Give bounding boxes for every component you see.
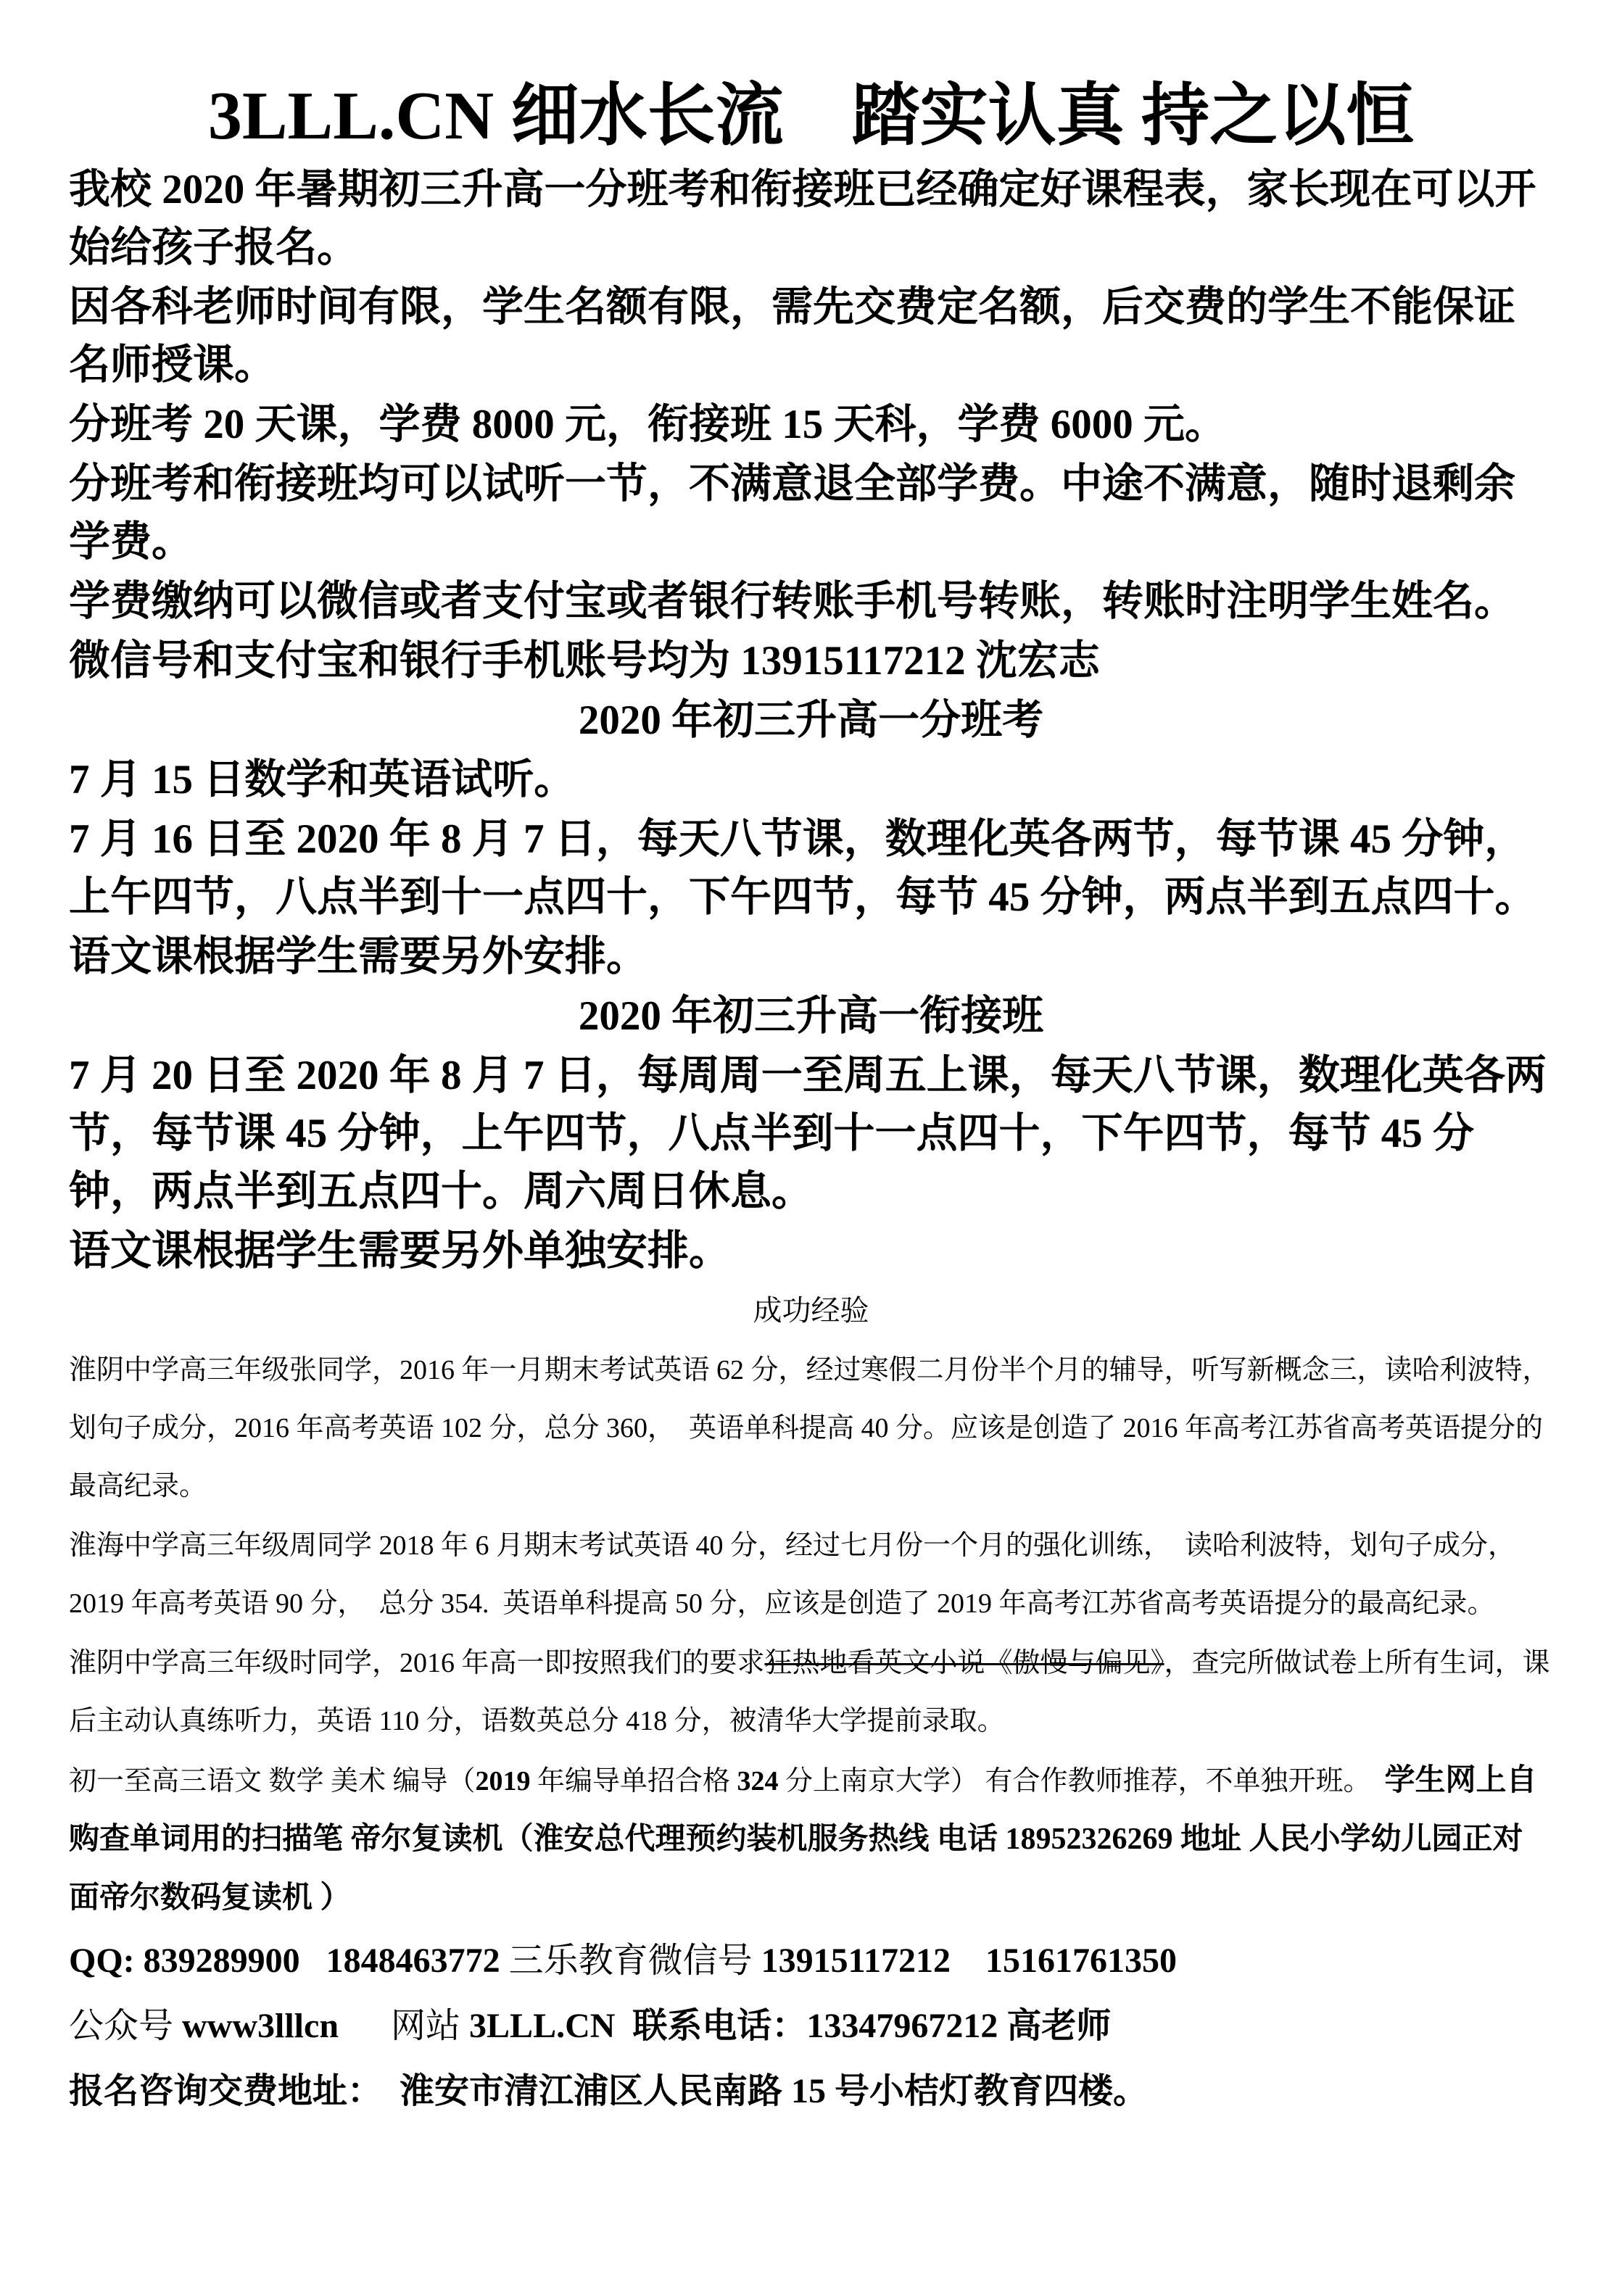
qq-numbers: QQ: 839289900 1848463772 — [69, 1941, 500, 1980]
testimonial-zhou: 淮海中学高三年级周同学 2018 年 6 月期末考试英语 40 分，经过七月份一个月的强化训练， 读哈利波特，划句子成分，2019 年高考英语 90 分， 总分 354. 英语单科提高 50 分，应该是创造了 2019 年高考江苏省高考英语提分的最高纪录。 — [69, 1530, 1516, 1619]
placement-paragraph-trial: 7 月 15 日数学和英语试听。 — [69, 756, 576, 803]
intro-paragraph-account: 微信号和支付宝和银行手机账号均为 13915117212 沈宏志 — [69, 637, 1100, 684]
courses-scanner-pen-note: 学生网上自购查单词用的扫描笔 帝尔复读机（淮安总代理预约装机服务热线 电话 18952326269 地址 人民小学幼儿园正对面帝尔数码复读机 ） — [69, 1763, 1537, 1915]
intro-paragraph-refund: 分班考和衔接班均可以试听一节，不满意退全部学费。中途不满意，随时退剩余学费。 — [69, 460, 1515, 565]
intro-paragraph-payment: 学费缴纳可以微信或者支付宝或者银行转账手机号转账，转账时注明学生姓名。 — [69, 578, 1515, 624]
page-title: 3LLL.CN 细水长流 踏实认真 持之以恒 — [207, 78, 1415, 154]
wechat-label: 三乐教育微信号 — [500, 1941, 761, 1980]
website-label: 网站 — [339, 2006, 470, 2045]
wechat-numbers: 13915117212 15161761350 — [761, 1941, 1178, 1980]
bridge-paragraph-schedule: 7 月 20 日至 2020 年 8 月 7 日，每周周一至周五上课，每天八节课，数理化英各两节，每节课 45 分钟，上午四节，八点半到十一点四十，下午四节，每节 45 分钟，两点半到五点四十。周六周日休息。 — [69, 1052, 1547, 1214]
strikethrough-text: 狂热地看英文小说《傲慢与偏见》 — [764, 1647, 1164, 1678]
official-account-label: 公众号 — [69, 2006, 183, 2045]
contact-web-line — [69, 1994, 1553, 2058]
official-account-id: www3lllcn — [182, 2006, 339, 2045]
testimonial-shi-post: ，查完所做试卷上所有生词，课后主动认真练听力，英语 110 分，语数英总分 418 分，被清华大学提前录取。 — [69, 1647, 1550, 1736]
intro-paragraph-quota: 因各科老师时间有限，学生名额有限，需先交费定名额，后交费的学生不能保证名师授课。 — [69, 283, 1515, 388]
courses-subjects: 初一至高三语文 数学 美术 编导（ — [69, 1765, 476, 1796]
placement-paragraph-schedule: 7 月 16 日至 2020 年 8 月 7 日，每天八节课，数理化英各两节，每节课 45 分钟，上午四节，八点半到十一点四十，下午四节，每节 45 分钟，两点半到五点四十。 — [69, 816, 1536, 920]
courses-exam-label: 年编导单招合格 — [530, 1765, 737, 1796]
intro-paragraph-signup: 我校 2020 年暑期初三升高一分班考和衔接班已经确定好课程表，家长现在可以开始给孩子报名。 — [69, 166, 1536, 270]
courses-paragraph — [69, 1752, 1553, 1928]
website-url: 3LLL.CN — [469, 2006, 616, 2045]
contact-address-line: 报名咨询交费地址： 淮安市清江浦区人民南路 15 号小桔灯教育四楼。 — [69, 2071, 1149, 2110]
intro-paragraph-tuition: 分班考 20 天课，学费 8000 元，衔接班 15 天科，学费 6000 元。 — [69, 401, 1226, 447]
testimonial-shi-pre: 淮阴中学高三年级时同学，2016 年高一即按照我们的要求 — [69, 1647, 765, 1678]
placement-paragraph-chinese: 语文课根据学生需要另外安排。 — [69, 933, 647, 979]
courses-year: 2019 — [475, 1765, 531, 1796]
courses-score: 324 — [737, 1765, 779, 1796]
section-heading-placement-exam: 2020 年初三升高一分班考 — [578, 697, 1044, 743]
success-heading: 成功经验 — [753, 1293, 869, 1327]
courses-note: 分上南京大学） 有合作教师推荐，不单独开班。 — [778, 1765, 1385, 1796]
contact-phone: 联系电话：13347967212 高老师 — [615, 2006, 1112, 2045]
testimonial-shi — [69, 1634, 1553, 1750]
section-heading-bridge-class: 2020 年初三升高一衔接班 — [578, 992, 1044, 1039]
contact-qq-line — [69, 1929, 1553, 1993]
bridge-paragraph-chinese: 语文课根据学生需要另外单独安排。 — [69, 1227, 730, 1274]
testimonial-zhang: 淮阴中学高三年级张同学，2016 年一月期末考试英语 62 分，经过寒假二月份半个月的辅导，听写新概念三，读哈利波特，划句子成分，2016 年高考英语 102 分，总分 360， 英语单科提高 40 分。应该是创造了 2016 年高考江苏省高考英语提分的最高纪录。 — [69, 1354, 1550, 1501]
